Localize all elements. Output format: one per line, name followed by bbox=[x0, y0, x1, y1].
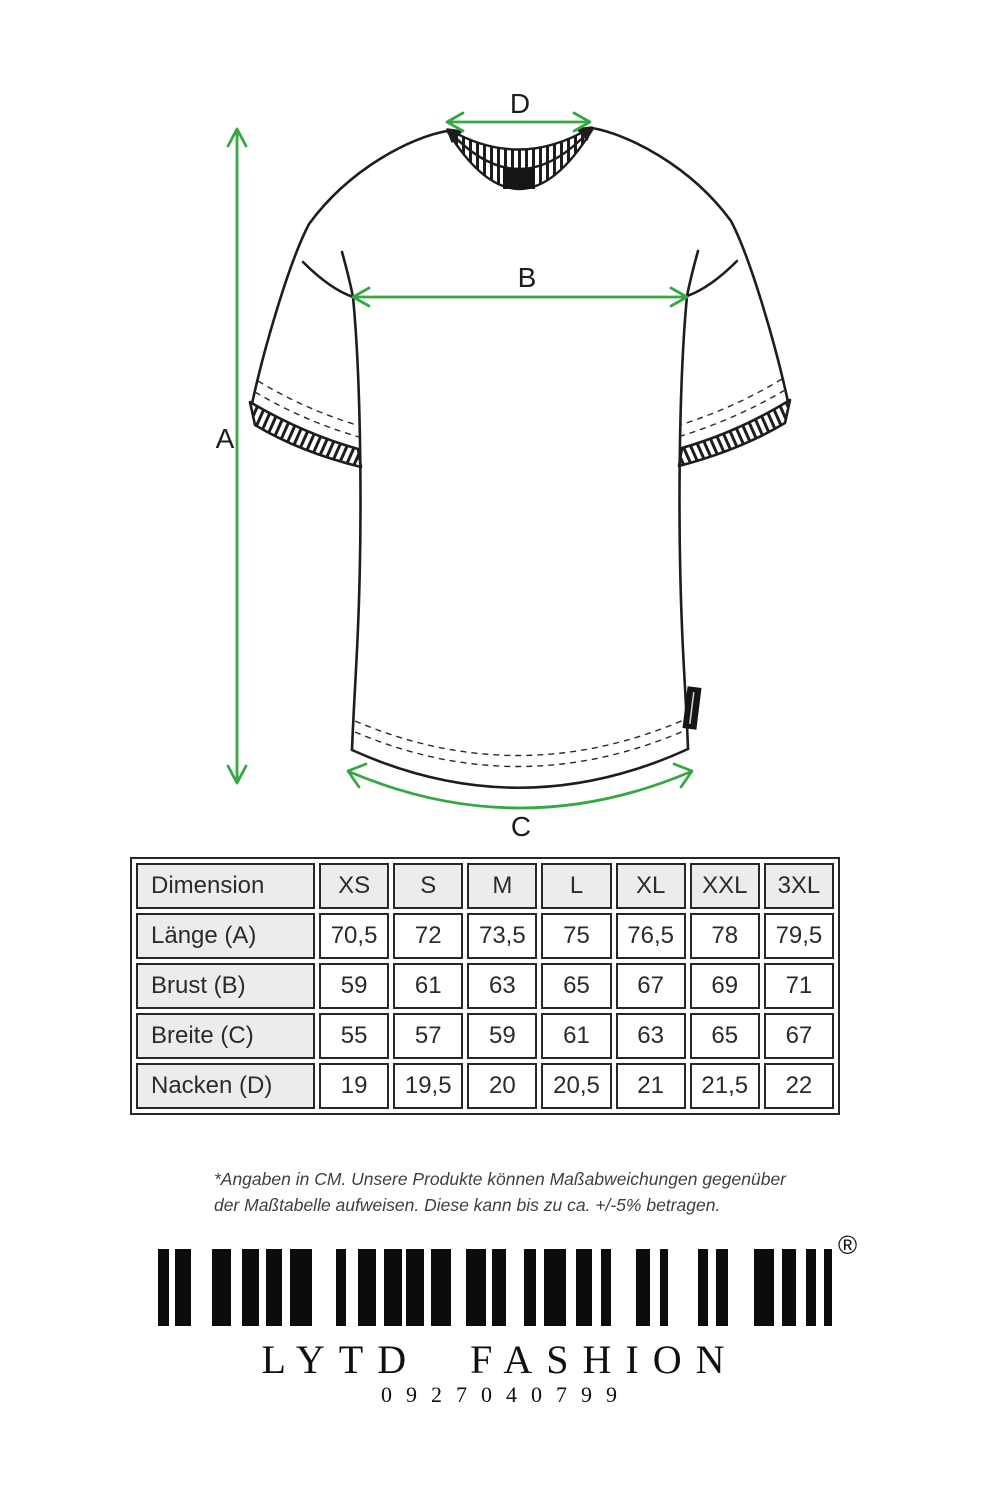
table-cell: 19,5 bbox=[393, 1063, 463, 1109]
table-header-cell: M bbox=[467, 863, 537, 909]
tshirt-outline bbox=[250, 128, 790, 788]
table-header-cell: XXL bbox=[690, 863, 760, 909]
table-cell: 69 bbox=[690, 963, 760, 1009]
size-chart-table bbox=[130, 857, 840, 1115]
table-header-cell: XL bbox=[616, 863, 686, 909]
row-label: Länge (A) bbox=[136, 913, 315, 959]
table-cell: 20,5 bbox=[541, 1063, 611, 1109]
table-cell: 63 bbox=[467, 963, 537, 1009]
table-header-cell: XS bbox=[319, 863, 389, 909]
label-a: A bbox=[215, 423, 235, 454]
table-cell: 55 bbox=[319, 1013, 389, 1059]
table-cell: 57 bbox=[393, 1013, 463, 1059]
table-cell: 71 bbox=[764, 963, 834, 1009]
table-cell: 20 bbox=[467, 1063, 537, 1109]
table-cell: 73,5 bbox=[467, 913, 537, 959]
arrow-c-icon bbox=[348, 764, 692, 808]
table-row bbox=[136, 963, 834, 1009]
table-header-row bbox=[136, 863, 834, 909]
table-cell: 78 bbox=[690, 913, 760, 959]
label-b: B bbox=[517, 262, 537, 293]
barcode-number: 0927040799 bbox=[381, 1382, 631, 1407]
table-cell: 21 bbox=[616, 1063, 686, 1109]
table-cell: 61 bbox=[393, 963, 463, 1009]
table-cell: 67 bbox=[764, 1013, 834, 1059]
table-cell: 59 bbox=[319, 963, 389, 1009]
label-d: D bbox=[509, 88, 531, 119]
arrow-a-icon bbox=[228, 129, 246, 783]
table-header-cell: L bbox=[541, 863, 611, 909]
table-cell: 19 bbox=[319, 1063, 389, 1109]
table-cell: 65 bbox=[541, 963, 611, 1009]
table-cell: 72 bbox=[393, 913, 463, 959]
brand-name: LYTD FASHION bbox=[261, 1337, 739, 1382]
measurement-arrows bbox=[228, 113, 692, 808]
disclaimer-line1: *Angaben in CM. Unsere Produkte können Maßabweichungen gegenüber bbox=[213, 1169, 787, 1189]
table-cell: 65 bbox=[690, 1013, 760, 1059]
table-row bbox=[136, 1063, 834, 1109]
label-c: C bbox=[510, 811, 532, 842]
table-row bbox=[136, 1013, 834, 1059]
table-header-cell: Dimension bbox=[136, 863, 315, 909]
collar bbox=[447, 127, 592, 189]
table-cell: 63 bbox=[616, 1013, 686, 1059]
table-cell: 21,5 bbox=[690, 1063, 760, 1109]
table-cell: 59 bbox=[467, 1013, 537, 1059]
neck-label bbox=[503, 168, 535, 189]
table-cell: 61 bbox=[541, 1013, 611, 1059]
table-cell: 76,5 bbox=[616, 913, 686, 959]
row-label: Breite (C) bbox=[136, 1013, 315, 1059]
registered-trademark-icon: ® bbox=[838, 1230, 858, 1260]
stitch-lines bbox=[255, 379, 785, 767]
row-label: Brust (B) bbox=[136, 963, 315, 1009]
table-cell: 67 bbox=[616, 963, 686, 1009]
table-header-cell: 3XL bbox=[764, 863, 834, 909]
table-cell: 75 bbox=[541, 913, 611, 959]
disclaimer bbox=[0, 1166, 1000, 1219]
table-cell: 79,5 bbox=[764, 913, 834, 959]
table-header-cell: S bbox=[393, 863, 463, 909]
table-cell: 70,5 bbox=[319, 913, 389, 959]
table-row bbox=[136, 913, 834, 959]
table-cell: 22 bbox=[764, 1063, 834, 1109]
row-label: Nacken (D) bbox=[136, 1063, 315, 1109]
disclaimer-line2: der Maßtabelle aufweisen. Diese kann bis zu ca. +/-5% betragen. bbox=[213, 1195, 721, 1216]
